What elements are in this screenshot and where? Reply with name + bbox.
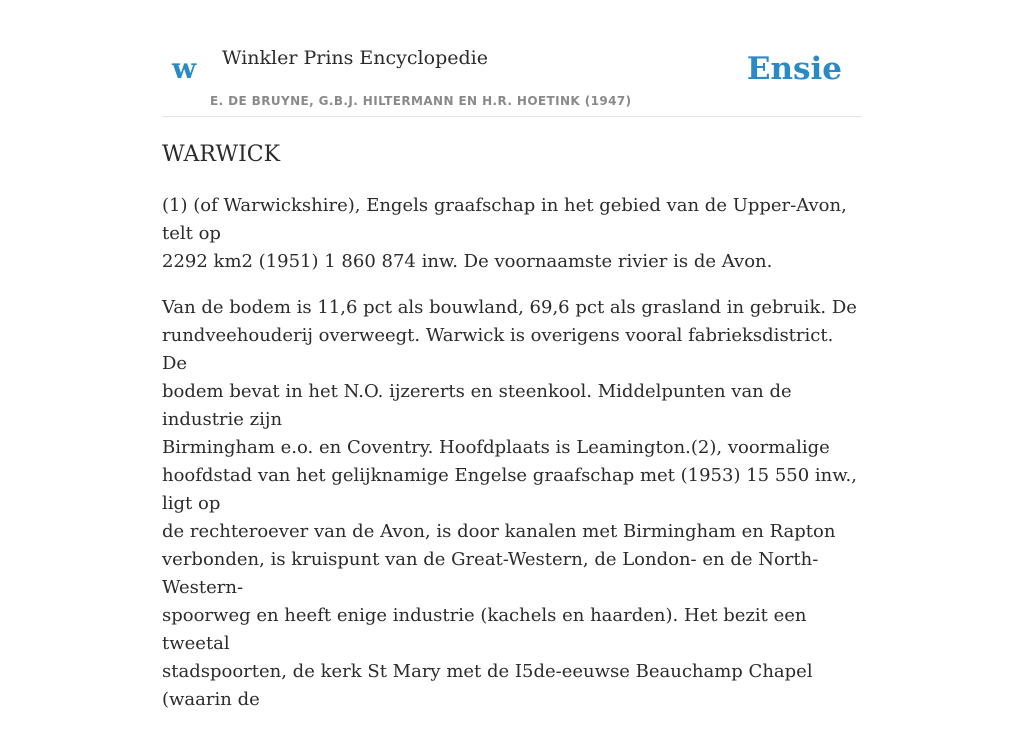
article-body <box>162 138 862 732</box>
article-paragraph: Van de bodem is 11,6 pct als bouwland, 69,6 pct als grasland in gebruik. De rundveehouderij overweegt. Warwick is overigens vooral fabrieksdistrict. De bodem bevat in het N.O. ijzererts en steenkool. Middelpunten van de industrie zijn Birmingham e.o. en Coventry. Hoofdplaats is Leamington.(2), voormalige hoofdstad van het gelijknamige Engelse graafschap met (1953) 15 550 inw., ligt op de rechteroever van de Avon, is door kanalen met Birmingham en Rapton verbonden, is kruispunt van de Great-Western, de London- en de North-Western- spoorweg en heeft enige industrie (kachels en haarden). Het bezit een tweetal stadspoorten, de kerk St Mary met de I5de-eeuwse Beauchamp Chapel (waarin de <box>162 297 857 710</box>
site-header <box>162 0 862 117</box>
article-paragraph: (1) (of Warwickshire), Engels graafschap in het gebied van de Upper-Avon, telt op 2292 km2 (1951) 1 860 874 inw. De voornaamste rivier is de Avon. <box>162 195 847 272</box>
article-headword: WARWICK <box>162 142 281 167</box>
ensie-brand-link[interactable]: Ensie <box>746 51 842 87</box>
site-logo-icon[interactable]: w <box>172 52 197 85</box>
publication-authors: E. DE BRUYNE, G.B.J. HILTERMANN EN H.R. HOETINK (1947) <box>210 94 632 108</box>
publication-title[interactable]: Winkler Prins Encyclopedie <box>222 47 488 69</box>
